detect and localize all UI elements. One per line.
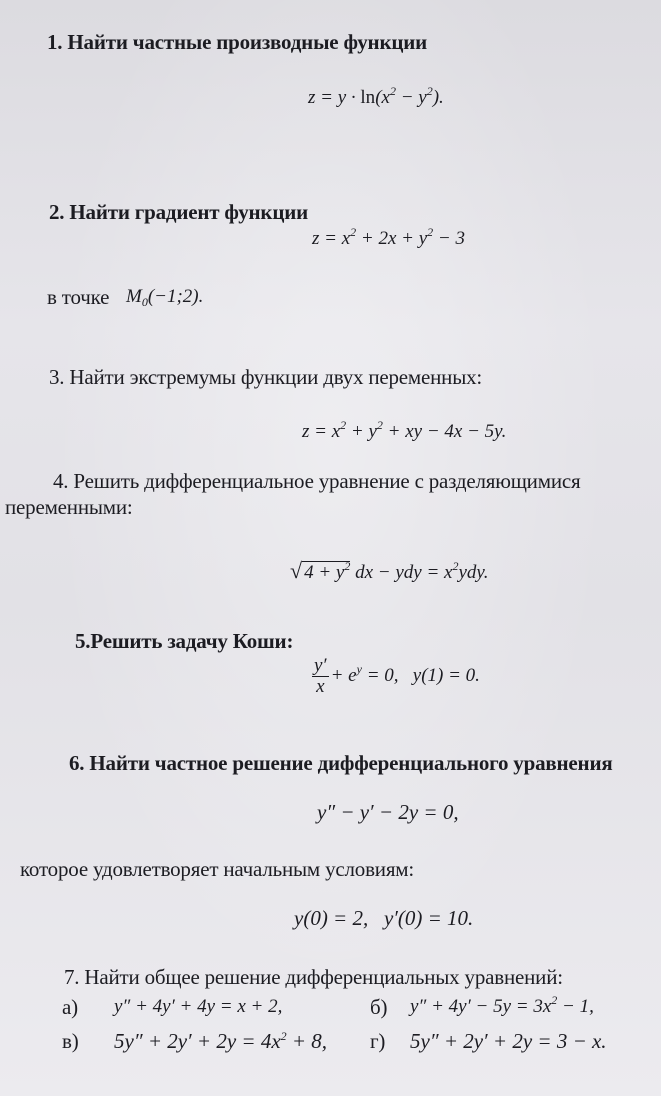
- item-b-label: б): [370, 995, 388, 1019]
- problem-5-formula: $\frac{y'}{x}$ + $e^y = 0$, y(1) = 0.: [314, 655, 480, 697]
- item-v-formula: $5y'' + 2y' + 2y = 4x^2 + 8$,: [114, 1029, 328, 1053]
- item-a-formula: y″ + 4y′ + 4y = x + 2,: [114, 996, 283, 1017]
- item-g-label: г): [370, 1029, 386, 1053]
- problem-3-heading: 3. Найти экстремумы функции двух переменных:: [49, 365, 483, 389]
- problem-7-heading: 7. Найти общее решение дифференциальных уравнений:: [64, 965, 563, 989]
- item-b-formula: $y'' + 4y' - 5y = 3x^2 - 1$,: [410, 993, 594, 1017]
- item-a-label: а): [62, 995, 78, 1019]
- problem-2-heading: 2. Найти градиент функции: [49, 200, 309, 224]
- problem-4-heading-line1: 4. Решить дифференциальное уравнение с разделяющимися: [53, 469, 581, 493]
- problem-4-formula: √ $4 + y^2$ dx − ydy = $x^2ydy$.: [290, 558, 489, 583]
- problem-1-heading: 1. Найти частные производные функции: [47, 30, 428, 54]
- problem-3-formula: $z = x^2 + y^2$ + xy − 4x − 5y.: [302, 418, 507, 442]
- problem-2-formula: $z = x^2 + 2x + y^2 - 3$: [312, 225, 465, 249]
- problem-6-heading: 6. Найти частное решение дифференциального уравнения: [69, 751, 613, 775]
- problem-5-heading: 5.Решить задачу Коши:: [75, 629, 294, 653]
- problem-6-condition-text: которое удовлетворяет начальным условиям:: [20, 857, 415, 881]
- item-v-label: в): [62, 1029, 79, 1053]
- problem-2-point: $M_0(-1;2)$.: [126, 286, 204, 309]
- problem-2-point-prefix: в точке: [47, 285, 110, 309]
- problem-4-heading-line2: переменными:: [5, 495, 133, 519]
- problem-1-formula: $z = y \cdot \ln(x^2 - y^2)$.: [308, 84, 444, 108]
- problem-6-formula: y″ − y′ − 2y = 0,: [317, 800, 459, 824]
- problem-6-conditions: y(0) = 2, y′(0) = 10.: [294, 906, 474, 930]
- item-g-formula: 5y″ + 2y′ + 2y = 3 − x.: [410, 1029, 607, 1053]
